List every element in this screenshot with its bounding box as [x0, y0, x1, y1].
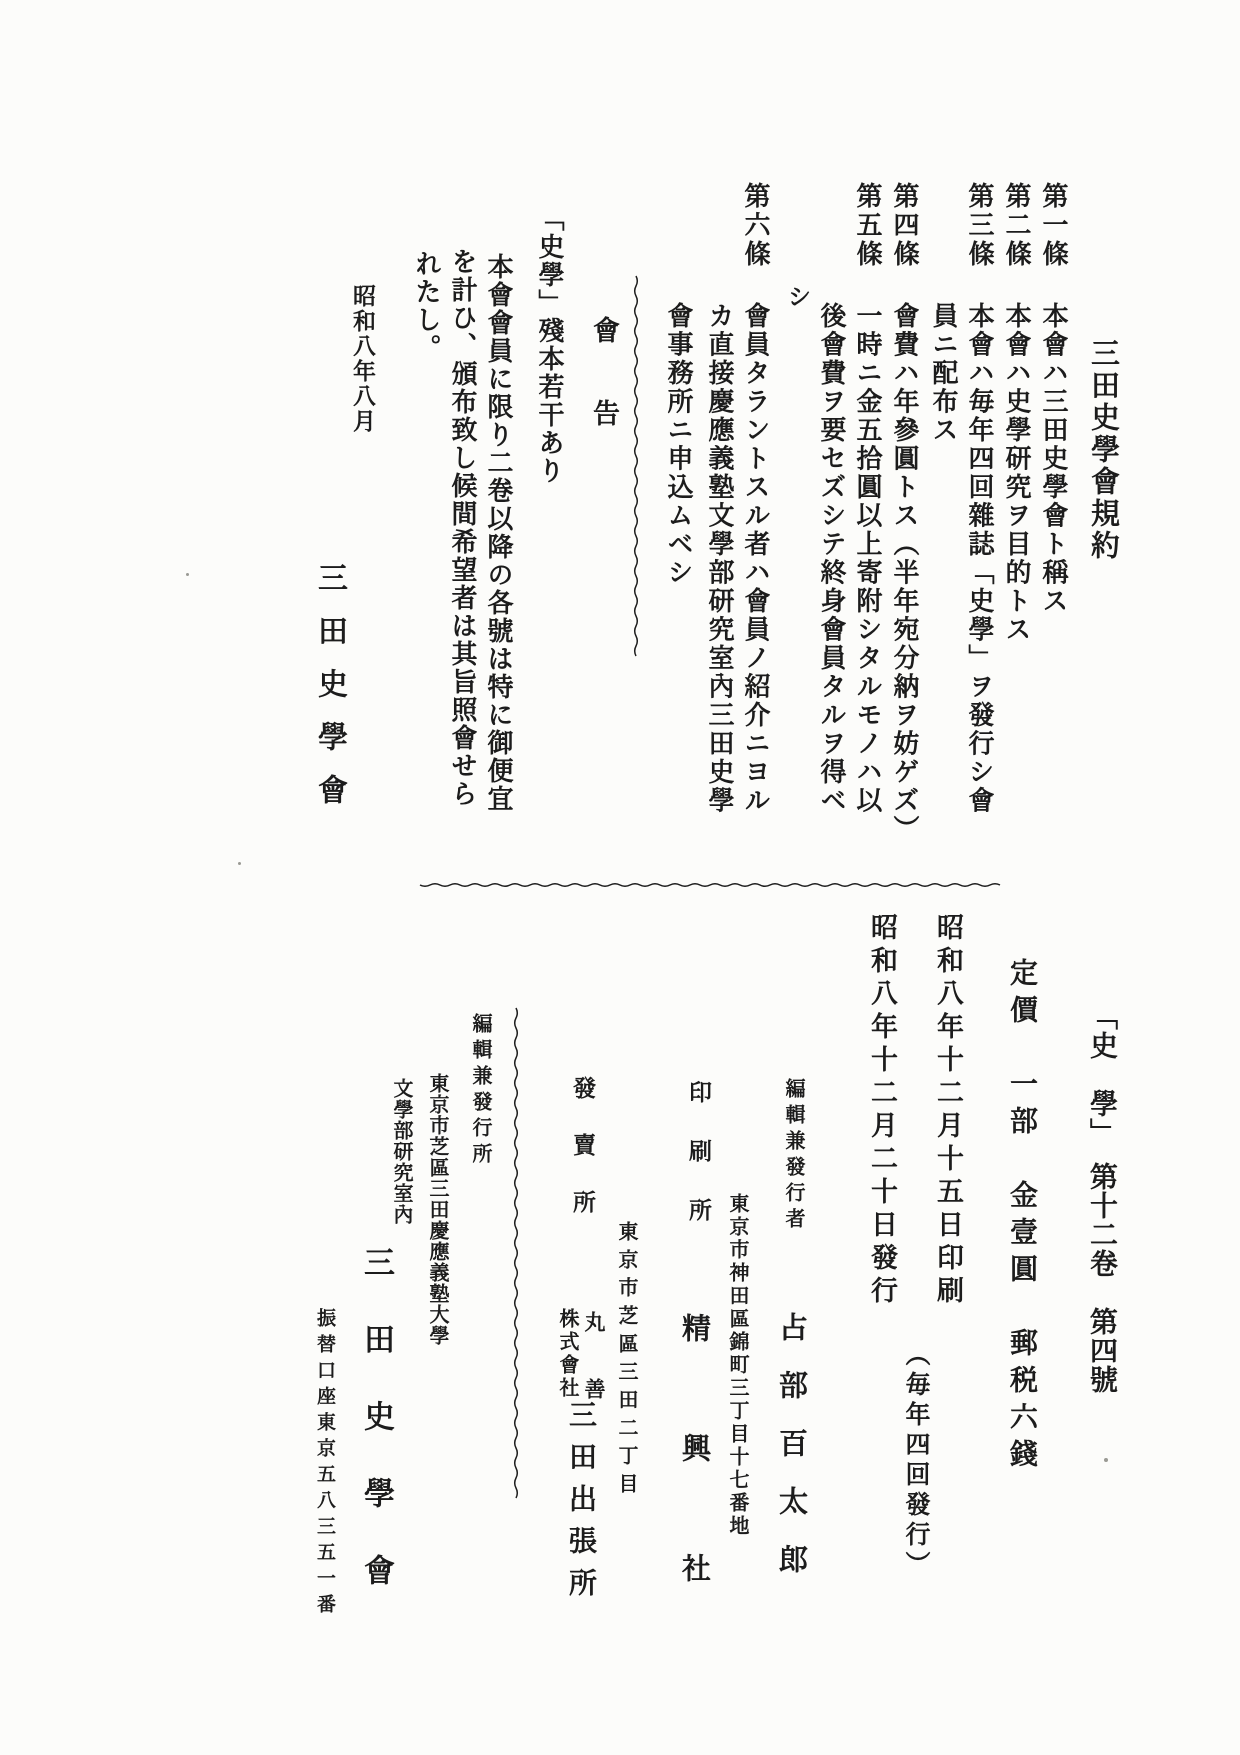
seller-company-maruzen: 丸善 [582, 1311, 606, 1445]
article-6-line-2: カ直接慶應義塾文學部研究室內三田史學 [705, 302, 734, 815]
article-6-line-1: 會員タラントスル者ハ會員ノ紹介ニヨル [741, 302, 770, 815]
article-1-label: 第一條 [1039, 182, 1068, 269]
article-6-label: 第六條 [741, 182, 770, 269]
editor-publisher-name: 占部百太郎 [775, 1312, 807, 1602]
editorial-office-name: 三田史學會 [359, 1246, 394, 1631]
postal-transfer-account: 振替口座東京五八三五一番 [314, 1308, 335, 1620]
seller-company-kabushikigaisha: 株式會社 [556, 1308, 578, 1400]
announcement-heading: 會告 [589, 316, 619, 482]
announcement-line-4: れたし。 [412, 250, 441, 362]
announcement-signature: 三田史學會 [313, 562, 346, 827]
printed-date: 昭和八年十二月十五日印刷 [933, 913, 963, 1309]
price-line: 定價 一部 金壹圓 郵税六錢 [1006, 958, 1037, 1476]
article-2-line-1: 本會ハ史學研究ヲ目的トス [1002, 302, 1031, 644]
article-1-line-1: 本會ハ三田史學會ト稱ス [1039, 302, 1068, 616]
article-3-line-2: 員ニ配布ス [929, 302, 958, 445]
article-4-label: 第四條 [890, 182, 919, 269]
scan-speck [238, 862, 241, 865]
wavy-divider-horizontal [420, 880, 998, 890]
article-3-line-1: 本會ハ毎年四回雜誌「史學」ヲ發行シ會 [965, 302, 994, 815]
issue-frequency-note: （毎年四回發行） [902, 1341, 929, 1581]
editor-publisher-label: 編輯兼發行者 [782, 1078, 804, 1234]
announcement-line-2: 本會會員に限り二卷以降の各號は特に御便宜 [484, 253, 513, 813]
announcement-line-3: を計ひ、頒布致し候間希望者は其旨照會せら [448, 248, 477, 808]
published-date: 昭和八年十二月二十日發行 [867, 913, 897, 1309]
printer-name: 精興社 [678, 1313, 710, 1673]
editorial-office-label: 編輯兼發行所 [469, 1013, 491, 1169]
announcement-line-1: 「史學」殘本若干あり [535, 205, 564, 485]
article-5-line-3: シ [783, 284, 809, 311]
printer-address: 東京市芝區三田二丁目 [615, 1221, 637, 1501]
journal-title: 「史 學」 第十二卷 第四號 [1086, 1002, 1117, 1394]
wavy-divider-vertical-top [631, 276, 641, 656]
scan-speck [1104, 1458, 1108, 1462]
article-2-label: 第二條 [1002, 182, 1031, 269]
article-5-label: 第五條 [853, 182, 882, 269]
printer-label: 印刷所 [686, 1080, 711, 1257]
announcement-date: 昭和八年八月 [350, 284, 375, 434]
article-4-line-1: 會費ハ年參圓トス（半年宛分納ヲ妨ゲズ） [890, 302, 919, 844]
article-6-line-3: 會事務所ニ申込ムベシ [664, 302, 693, 587]
editorial-office-address-line-2: 文學部研究室內 [390, 1078, 412, 1225]
article-5-line-1: 一時ニ金五拾圓以上寄附シタルモノハ以 [853, 302, 882, 815]
editor-address: 東京市神田區錦町三丁目十七番地 [726, 1193, 748, 1538]
regulations-title: 三田史學會規約 [1087, 338, 1119, 562]
scan-speck [186, 573, 189, 576]
article-5-line-2: 後會費ヲ要セズシテ終身會員タルヲ得ベ [817, 302, 846, 815]
editorial-office-address-line-1: 東京市芝區三田慶應義塾大學 [426, 1073, 448, 1346]
seller-branch-name: 三田出張所 [565, 1400, 596, 1610]
wavy-divider-vertical-bottom [511, 1008, 521, 1492]
seller-label: 發賣所 [570, 1076, 595, 1247]
article-3-label: 第三條 [965, 182, 994, 269]
